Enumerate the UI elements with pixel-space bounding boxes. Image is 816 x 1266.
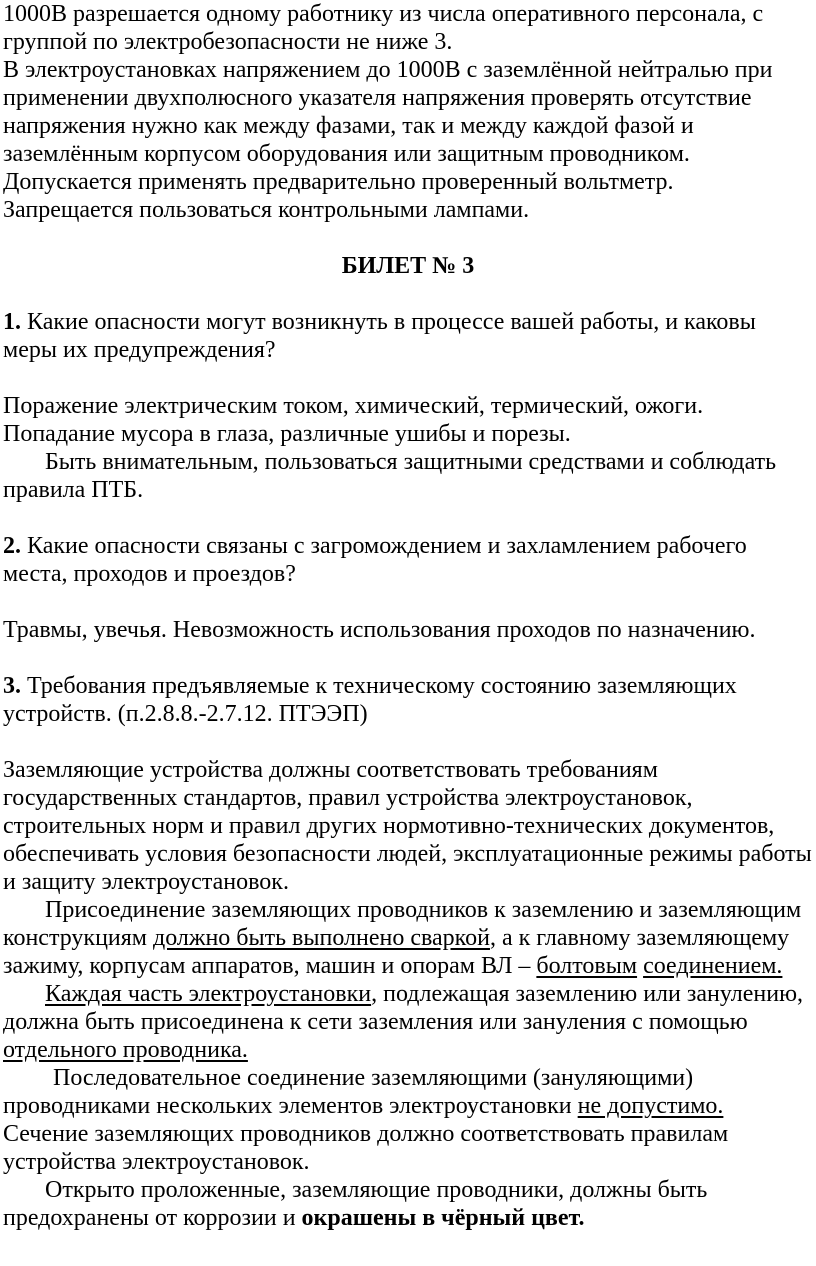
underlined-text: Каждая часть электроустановки <box>45 981 372 1007</box>
spacer <box>3 588 813 616</box>
text-run: Сечение заземляющих проводников должно соответствовать правилам устройства электроустановок. <box>3 1121 729 1175</box>
spacer <box>3 224 813 252</box>
answer-3-paragraph-5 <box>3 1176 813 1232</box>
question-3 <box>3 672 813 728</box>
underlined-text: соединением. <box>643 953 783 979</box>
underlined-text: болтовым <box>536 953 638 979</box>
question-1-text: Какие опасности могут возникнуть в процессе вашей работы, и каковы меры их предупреждения? <box>3 309 756 363</box>
spacer <box>3 504 813 532</box>
question-2 <box>3 532 813 588</box>
underlined-text: должно быть выполнено сваркой <box>152 925 490 951</box>
text-run: Последовательное соединение заземляющими (зануляющими) проводниками нескольких элементов электроустановки <box>3 1065 694 1119</box>
ticket-title: БИЛЕТ № 3 <box>341 253 475 279</box>
underlined-text: отдельного проводника. <box>3 1037 248 1063</box>
answer-3-paragraph-4 <box>3 1064 813 1176</box>
spacer <box>3 728 813 756</box>
question-2-text: Какие опасности связаны с загромождением и захламлением рабочего места, проходов и проездов? <box>3 533 747 587</box>
intro-paragraph-4: Запрещается пользоваться контрольными лампами. <box>3 197 530 223</box>
text-run: , подлежащая заземлению или занулению, должна быть присоединена к сети заземления или зануления с помощью <box>3 981 804 1035</box>
text-run: Открыто проложенные, заземляющие проводники, должны быть предохранены от коррозии и <box>3 1177 708 1231</box>
spacer <box>3 364 813 392</box>
answer-3-paragraph-2 <box>3 896 813 980</box>
question-3-text: Требования предъявляемые к техническому состоянию заземляющих устройств. (п.2.8.8.-2.7.12. ПТЭЭП) <box>3 673 737 727</box>
intro-paragraph-3: Допускается применять предварительно проверенный вольтметр. <box>3 169 674 195</box>
question-3-number: 3. <box>3 673 21 699</box>
answer-2: Травмы, увечья. Невозможность использования проходов по назначению. <box>3 617 756 643</box>
spacer <box>3 644 813 672</box>
bold-text: окрашены в чёрный цвет. <box>301 1205 585 1231</box>
answer-1-paragraph-2: Быть внимательным, пользоваться защитными средствами и соблюдать правила ПТБ. <box>3 449 777 503</box>
spacer <box>3 280 813 308</box>
question-1-number: 1. <box>3 309 21 335</box>
text-run: , а к главному заземляющему зажиму, корпусам аппаратов, машин и опорам ВЛ – <box>3 925 790 979</box>
text-run: Присоединение заземляющих проводников к заземлению и заземляющим конструкциям <box>3 897 802 951</box>
answer-3-paragraph-1: Заземляющие устройства должны соответствовать требованиям государственных стандартов, правил устройства электроустановок, строительных норм и правил других нормотивно-технических документов, обеспечивать условия безопасности людей, эксплуатационные режимы работы и защиту электроустановок. <box>3 757 812 895</box>
intro-paragraph-2: В электроустановках напряжением до 1000В с заземлённой нейтралью при применении двухполюсного указателя напряжения проверять отсутствие напряжения нужно как между фазами, так и между каждой фазой и заземлённым корпусом оборудования или защитным проводником. <box>3 57 773 167</box>
intro-paragraph-1: 1000В разрешается одному работнику из числа оперативного персонала, с группой по электробезопасности не ниже 3. <box>3 1 764 55</box>
answer-3-paragraph-3 <box>3 980 813 1064</box>
question-1 <box>3 308 813 364</box>
answer-1-paragraph-1: Поражение электрическим током, химический, термический, ожоги. Попадание мусора в глаза, различные ушибы и порезы. <box>3 393 704 447</box>
underlined-text: не допустимо. <box>577 1093 724 1119</box>
question-2-number: 2. <box>3 533 21 559</box>
